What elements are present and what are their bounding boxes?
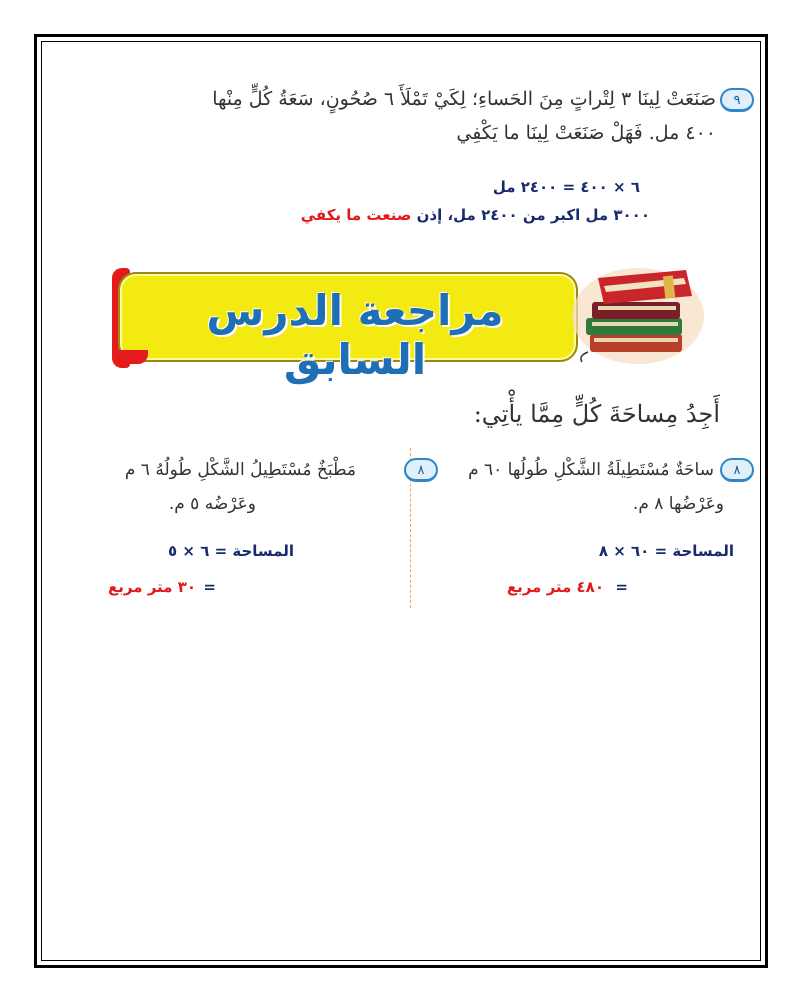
left-problem-result-eq: = <box>203 578 216 596</box>
problem-9-text-line-2: ٤٠٠ مل. فَهَلْ صَنَعَتْ لِينَا ما يَكْفِي <box>456 122 716 144</box>
problem-9-number-badge: ٩ <box>720 88 754 112</box>
problem-9-answer-prefix: ٣٠٠٠ مل اكبر من ٢٤٠٠ مل، إذن <box>416 206 650 224</box>
right-problem-result-value: ٤٨٠ متر مربع <box>506 578 604 596</box>
right-problem-text-line-1: ساحَةٌ مُسْتَطِيلَةُ الشَّكْلِ طُولُها ٦٠ م <box>468 460 714 480</box>
books-icon <box>568 256 708 366</box>
problem-9-answer-line-2 <box>301 206 650 224</box>
problem-9-answer-line-1: ٦ × ٤٠٠ = ٢٤٠٠ مل <box>492 178 640 196</box>
left-problem-number-badge: ٨ <box>404 458 438 482</box>
left-problem-text-line-1: مَطْبَخٌ مُسْتَطِيلُ الشَّكْلِ طُولُهُ ٦ م <box>124 460 356 480</box>
left-problem-text-line-2: وعَرْضُه ٥ م. <box>168 494 256 514</box>
right-problem-number-badge: ٨ <box>720 458 754 482</box>
right-problem-area-calc: المساحة = ٦٠ × ٨ <box>598 542 734 560</box>
banner-title: مراجعة الدرس السابق <box>206 286 504 384</box>
right-problem-result-eq: = <box>615 578 628 596</box>
left-problem-area-calc: المساحة = ٦ × ٥ <box>168 542 294 560</box>
section-heading: أَجِدُ مِساحَةَ كُلٍّ مِمَّا يأْتِي: <box>473 400 720 428</box>
problem-9-text-line-1: صَنَعَتْ لِينَا ٣ لِتْراتٍ مِنَ الحَساءِ؛ لِكَيْ تَمْلَأَ ٦ صُحُونٍ، سَعَةُ كُلٍّ مِنْها <box>212 88 716 110</box>
right-problem-text-line-2: وعَرْضُها ٨ م. <box>632 494 724 514</box>
left-problem-result-value: ٣٠ متر مربع <box>108 578 196 596</box>
problem-9-answer-result: صنعت ما يكفي <box>300 206 412 224</box>
